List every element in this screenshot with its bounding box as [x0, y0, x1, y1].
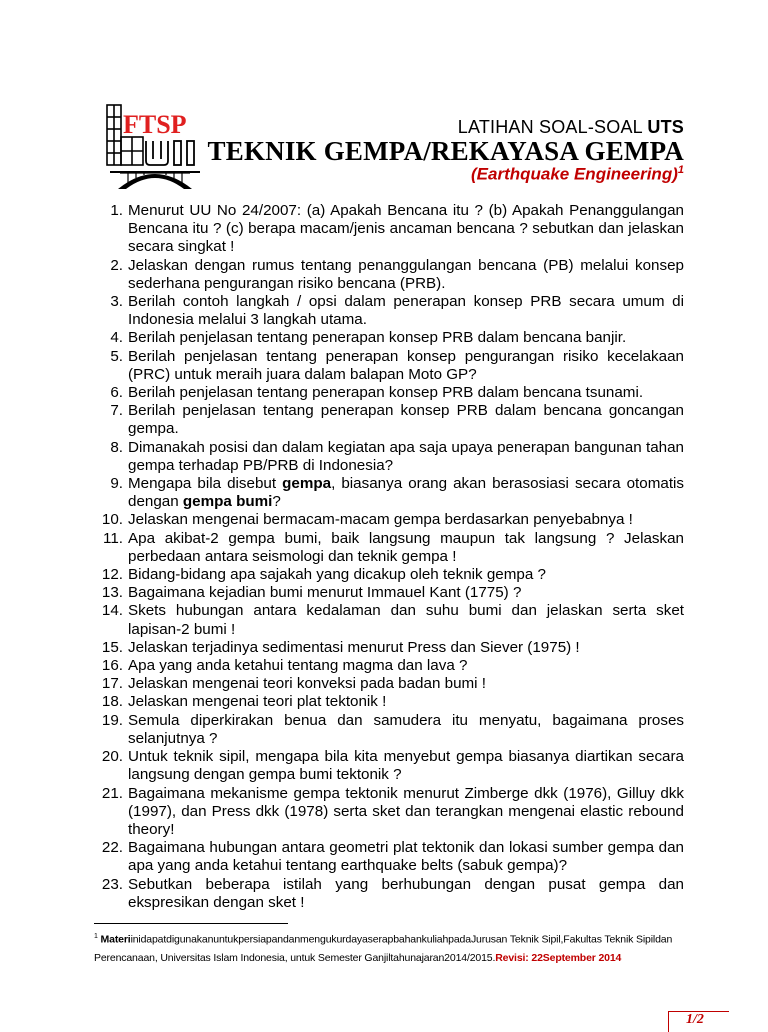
question-text: Berilah penjelasan tentang penerapan konsep PRB dalam bencana goncangan gempa.	[128, 402, 684, 438]
footnote-bold-word: Materi	[100, 933, 131, 946]
question-text: Bidang-bidang apa sajakah yang dicakup oleh teknik gempa ?	[128, 566, 546, 584]
question-number: 5.	[110, 347, 123, 365]
question-text: Jelaskan dengan rumus tentang penanggulangan bencana (PB) melalui konsep sederhana pengurangan risiko bencana (PRB).	[128, 256, 684, 292]
question-item	[94, 693, 684, 711]
exam-type-prefix: LATIHAN SOAL-SOAL	[457, 117, 648, 137]
subtitle-open-paren: (	[470, 164, 477, 184]
question-text	[128, 475, 684, 511]
question-item	[94, 566, 684, 584]
question-text: Bagaimana kejadian bumi menurut Immauel Kant (1775) ?	[128, 584, 522, 602]
question-text: Jelaskan mengenai teori konveksi pada badan bumi !	[128, 675, 486, 693]
ftsp-uii-logo	[106, 103, 204, 191]
question-item	[94, 748, 684, 784]
exam-type-bold: UTS	[647, 117, 684, 137]
question-number: 11.	[103, 529, 123, 547]
question-number: 14.	[101, 602, 123, 620]
footnote-ref-mark: 1	[677, 164, 684, 176]
question-item	[94, 475, 684, 511]
question-number: 6.	[110, 384, 123, 402]
question-text: Berilah penjelasan tentang penerapan konsep pengurangan risiko kecelakaan (PRC) untuk meraih juara dalam balapan Moto GP?	[128, 347, 684, 383]
footnote-mark: 1	[94, 933, 98, 940]
footnote-revision-date: Revisi: 22September 2014	[495, 951, 622, 964]
question-bold-term: gempa bumi	[182, 493, 273, 511]
question-number: 16.	[101, 657, 123, 675]
question-number: 12.	[101, 566, 123, 584]
question-number: 18.	[101, 693, 123, 711]
question-text: Jelaskan mengenai teori plat tektonik !	[128, 693, 387, 711]
question-item	[94, 602, 684, 638]
question-number: 10.	[101, 511, 123, 529]
question-text: Semula diperkirakan benua dan samudera itu menyatu, bagaimana proses selanjutnya ?	[128, 711, 684, 747]
question-text: Skets hubungan antara kedalaman dan suhu bumi dan jelaskan serta sket lapisan-2 bumi !	[128, 602, 684, 638]
question-number: 7.	[110, 402, 123, 420]
question-number: 13.	[101, 584, 123, 602]
question-text: Jelaskan mengenai bermacam-macam gempa berdasarkan penyebabnya !	[128, 511, 633, 529]
question-item	[94, 293, 684, 329]
question-item	[94, 530, 684, 566]
question-item	[94, 584, 684, 602]
question-text: Sebutkan beberapa istilah yang berhubungan dengan pusat gempa dan ekspresikan dengan sket !	[128, 875, 684, 911]
question-item	[94, 511, 684, 529]
question-number: 3.	[110, 293, 123, 311]
question-item	[94, 439, 684, 475]
svg-text:FTSP: FTSP	[123, 110, 187, 139]
question-text: Bagaimana hubungan antara geometri plat tektonik dan lokasi sumber gempa dan apa yang anda ketahui tentang earthquake belts (sabuk gempa)?	[128, 839, 684, 875]
question-text: Apa yang anda ketahui tentang magma dan lava ?	[128, 657, 468, 675]
question-list	[94, 202, 684, 912]
subtitle-close-paren: )	[672, 164, 678, 184]
question-number: 2.	[110, 256, 123, 274]
question-number: 4.	[110, 329, 123, 347]
question-number: 9.	[110, 475, 123, 493]
question-item	[94, 876, 684, 912]
question-item	[94, 257, 684, 293]
question-item	[94, 657, 684, 675]
question-item	[94, 329, 684, 347]
question-text-part: ?	[272, 493, 281, 511]
question-item	[94, 402, 684, 438]
exam-type-line	[458, 117, 684, 138]
question-item	[94, 348, 684, 384]
question-text: Apa akibat-2 gempa bumi, baik langsung maupun tak langsung ? Jelaskan perbedaan antara seismologi dan teknik gempa !	[128, 529, 684, 565]
question-number: 19.	[101, 711, 123, 729]
footnote-divider	[94, 923, 288, 924]
question-text: Berilah penjelasan tentang penerapan konsep PRB dalam bencana banjir.	[128, 329, 627, 347]
question-item	[94, 839, 684, 875]
question-text: Untuk teknik sipil, mengapa bila kita menyebut gempa biasanya diartikan secara langsung dengan gempa bumi tektonik ?	[128, 748, 684, 784]
footnote-text-line1: inidapatdigunakanuntukpersiapandanmengukurdayaserapbahankuliahpadaJurusan Teknik Sipil,Fakultas Teknik Sipildan	[130, 933, 673, 946]
question-bold-term: gempa	[282, 475, 332, 493]
question-number: 17.	[101, 675, 123, 693]
question-text: Menurut UU No 24/2007: (a) Apakah Bencana itu ? (b) Apakah Penanggulangan Bencana itu ? (c) berapa macam/jenis ancaman bencana ? sebutkan dan jelaskan secara singkat !	[128, 202, 684, 256]
document-title: TEKNIK GEMPA/REKAYASA GEMPA	[207, 136, 684, 166]
question-text: Bagaimana mekanisme gempa tektonik menurut Zimberge dkk (1976), Gilluy dkk (1997), dan Press dkk (1978) serta sket dan terangkan mengenai elastic rebound theory!	[128, 784, 684, 838]
question-number: 23.	[101, 875, 123, 893]
document-subtitle	[471, 164, 684, 185]
question-number: 20.	[101, 748, 123, 766]
question-text: Berilah penjelasan tentang penerapan konsep PRB dalam bencana tsunami.	[128, 384, 644, 402]
subtitle-text: Earthquake Engineering	[476, 164, 673, 184]
question-number: 21.	[101, 784, 123, 802]
question-number: 22.	[101, 839, 123, 857]
question-item	[94, 675, 684, 693]
question-text: Jelaskan terjadinya sedimentasi menurut Press dan Siever (1975) !	[128, 638, 580, 656]
question-item	[94, 384, 684, 402]
question-text-part: Mengapa bila disebut	[128, 475, 283, 493]
question-item	[94, 785, 684, 840]
question-number: 8.	[110, 438, 123, 456]
question-item	[94, 712, 684, 748]
question-number: 15.	[101, 638, 123, 656]
question-number: 1.	[110, 202, 123, 219]
footnote-text-line2: Perencanaan, Universitas Islam Indonesia, untuk Semester Ganjiltahunajaran2014/2015.	[94, 951, 496, 964]
footnote	[94, 928, 684, 967]
page-number: 1/2	[686, 1012, 704, 1027]
question-item	[94, 639, 684, 657]
question-item	[94, 202, 684, 257]
question-text: Berilah contoh langkah / opsi dalam penerapan konsep PRB secara umum di Indonesia melalui 3 langkah utama.	[128, 293, 684, 329]
question-text: Dimanakah posisi dan dalam kegiatan apa saja upaya penerapan bangunan tahan gempa terhadap PB/PRB di Indonesia?	[128, 438, 684, 474]
question-text-part: , biasanya orang akan berasosiasi secara otomatis dengan	[128, 475, 685, 511]
